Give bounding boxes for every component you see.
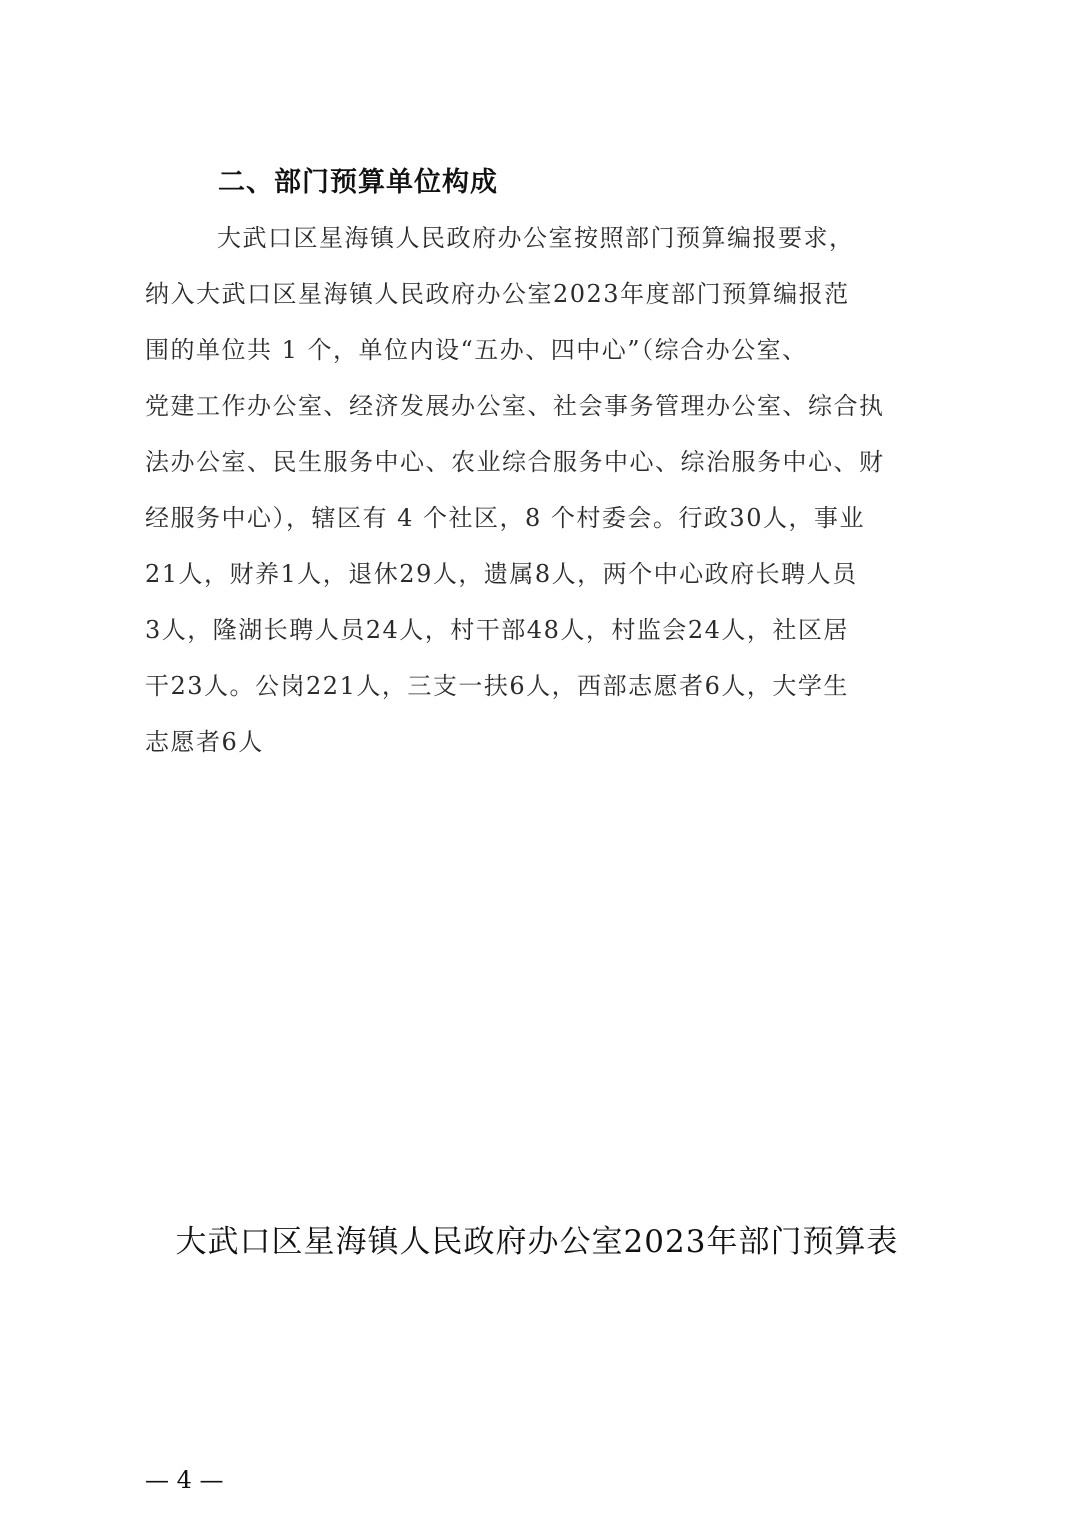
page-number: — 4 —	[145, 1466, 224, 1494]
unit-composition-paragraph	[145, 210, 945, 770]
paragraph-line: 围的单位共 1 个，单位内设“五办、四中心”（综合办公室、	[145, 336, 808, 364]
paragraph-line: 经服务中心），辖区有 4 个社区，8 个村委会。行政30人，事业	[145, 504, 865, 532]
paragraph-line: 纳入大武口区星海镇人民政府办公室2023年度部门预算编报范	[145, 280, 850, 308]
paragraph-line: 志愿者6人	[145, 728, 264, 756]
paragraph-line: 党建工作办公室、经济发展办公室、社会事务管理办公室、综合执	[145, 392, 885, 420]
paragraph-line: 大武口区星海镇人民政府办公室按照部门预算编报要求，	[217, 224, 855, 252]
paragraph-line: 法办公室、民生服务中心、农业综合服务中心、综治服务中心、财	[145, 448, 885, 476]
budget-table-title: 大武口区星海镇人民政府办公室2023年部门预算表	[175, 1224, 899, 1260]
paragraph-line: 3人，隆湖长聘人员24人，村干部48人，村监会24人，社区居	[145, 616, 849, 644]
paragraph-line: 干23人。公岗221人，三支一扶6人，西部志愿者6人，大学生	[145, 672, 849, 700]
section-heading: 二、部门预算单位构成	[218, 167, 498, 198]
paragraph-line: 21人，财养1人，退休29人，遗属8人，两个中心政府长聘人员	[145, 560, 858, 588]
